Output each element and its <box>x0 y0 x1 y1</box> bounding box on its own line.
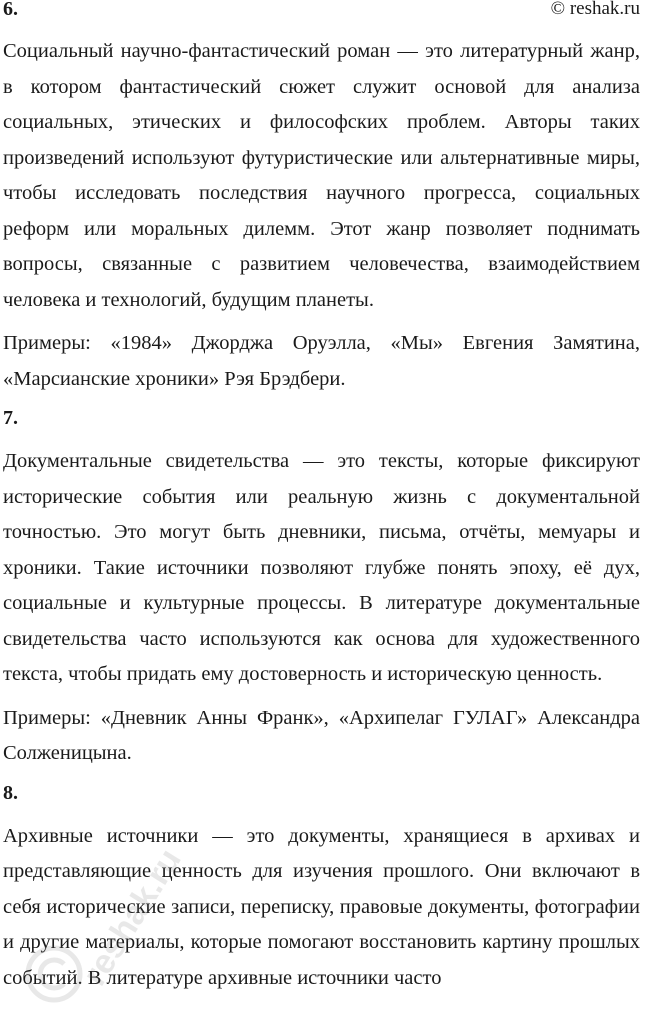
answer-section-6 <box>3 34 640 397</box>
definition-paragraph: Документальные свидетельства — это тексты, которые фиксируют исторические события или реальную жизнь с документальной точностью. Это могут быть дневники, письма, отчёты, мемуары и хроники. Такие источники позволяют глубже понять эпоху, её дух, социальные и культурные процессы. В литературе документальные свидетельства часто используются как основа для художественного текста, чтобы придать ему достоверность и историческую ценность. <box>3 450 640 685</box>
answer-section-8 <box>3 776 640 997</box>
task-number: 6. <box>3 0 18 20</box>
document-body <box>3 34 640 996</box>
section-number: 8. <box>3 781 18 804</box>
definition-paragraph: Социальный научно-фантастический роман — это литературный жанр, в котором фантастический сюжет служит основой для анализа социальных, этических и философских проблем. Авторы таких произведений используют футуристические или альтернативные миры, чтобы исследовать последствия научного прогресса, социальных реформ или моральных дилемм. Этот жанр позволяет поднимать вопросы, связанные с развитием человечества, взаимодействием человека и технологий, будущим планеты. <box>3 40 640 311</box>
examples-paragraph: Примеры: «1984» Джорджа Оруэлла, «Мы» Евгения Замятина, «Марсианские хроники» Рэя Брэдбери. <box>3 332 640 390</box>
definition-paragraph: Архивные источники — это документы, хранящиеся в архивах и представляющие ценность для изучения прошлого. Они включают в себя исторические записи, переписку, правовые документы, фотографии и другие материалы, которые помогают восстановить картину прошлых событий. В литературе архивные источники часто <box>3 824 640 989</box>
watermark-text: reshak.ru <box>75 842 189 993</box>
section-number: 7. <box>3 407 18 429</box>
page-header <box>0 0 640 24</box>
copyright-notice: © reshak.ru <box>550 0 640 19</box>
examples-paragraph: Примеры: «Дневник Анны Франк», «Архипелаг ГУЛАГ» Александра Солженицына. <box>3 706 640 764</box>
answer-section-7 <box>3 401 640 772</box>
